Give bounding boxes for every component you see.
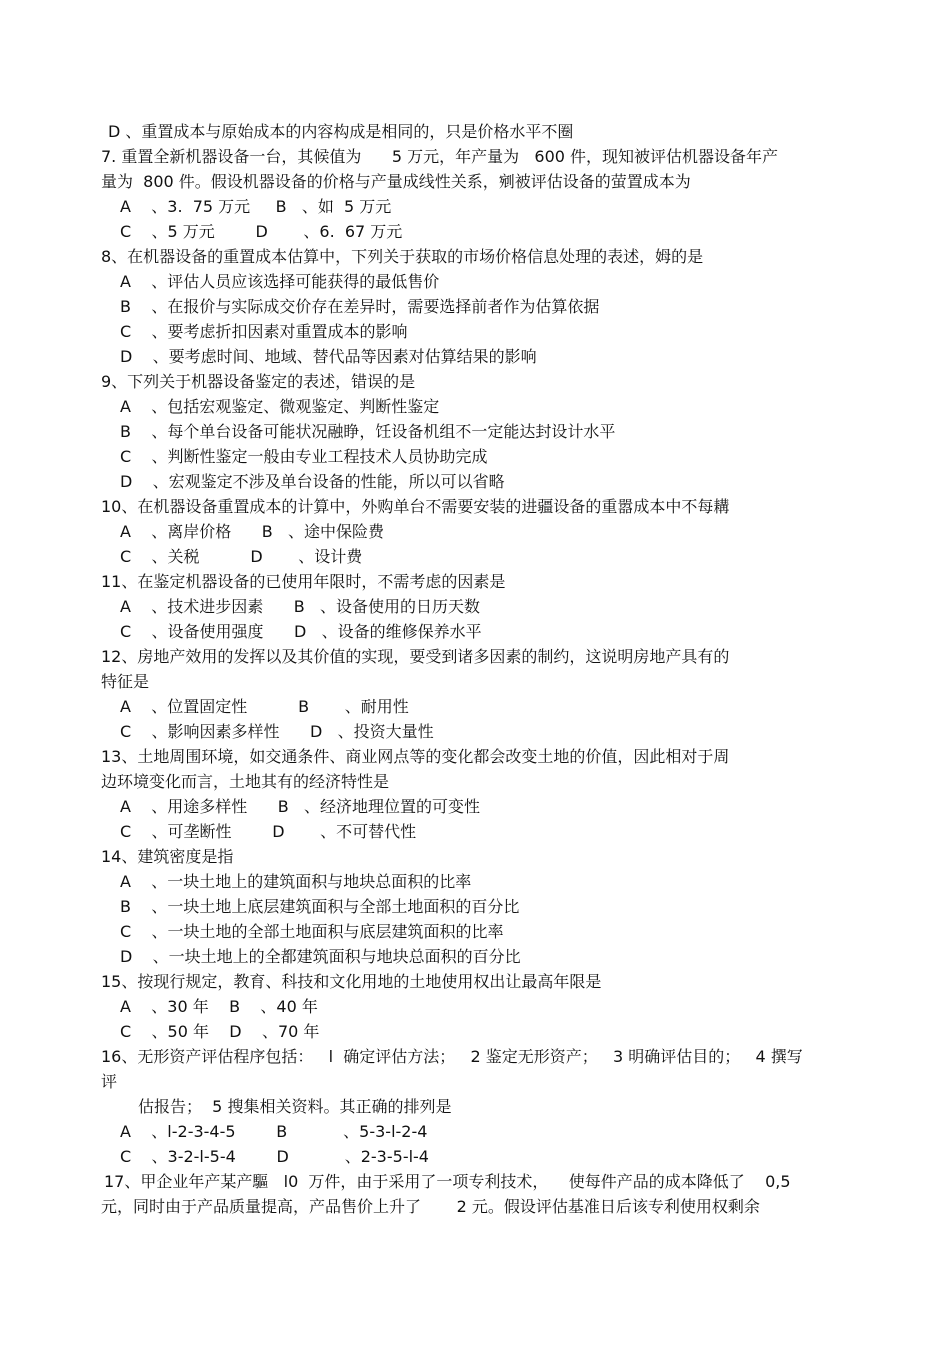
question-17-line-2: 元，同时由于产品质量提高，产品售价上升了 2 元。假设评估基准日后该专利使用权剩余 (101, 1197, 760, 1216)
q8-option-d: D 、要考虑时间、地域、替代品等因素对估算结果的影响 (120, 347, 537, 366)
q14-option-b: B 、一块土地上底层建筑面积与全部土地面积的百分比 (120, 897, 520, 916)
question-14: 14、建筑密度是指 (101, 847, 234, 866)
question-16-line-2: 评 (101, 1072, 118, 1091)
question-15: 15、按现行规定，教育、科技和文化用地的土地使用权出让最高年限是 (101, 972, 602, 991)
question-11: 11、在鉴定机器设备的已使用年限时，不需考虑的因素是 (101, 572, 506, 591)
q15-options-ab: A 、30 年 B 、40 年 (120, 997, 318, 1016)
question-17-line-1: 17、甲企业年产某产驅 l0 万件，由于采用了一项专利技术， 使每件产品的成本降低了 0,5 (104, 1172, 791, 1191)
q9-option-a: A 、包括宏观鉴定、微观鉴定、判断性鉴定 (120, 397, 440, 416)
question-7-line-1: 7. 重置全新机器设备一台，其候值为 5 万元，年产量为 600 件，现知被评估机器设备年产 (101, 147, 779, 166)
question-12-line-1: 12、房地产效用的发挥以及其价值的实现，要受到诸多因素的制约，这说明房地产具有的 (101, 647, 730, 666)
option-d-q6: D 、重置成本与原始成本的内容构成是相同的，只是价格水平不圈 (108, 122, 574, 141)
q14-option-c: C 、一块土地的全部土地面积与底层建筑面积的比率 (120, 922, 504, 941)
q11-options-cd: C 、设备使用强度 D 、设备的维修保养水平 (120, 622, 482, 641)
q9-option-b: B 、每个单台设备可能状况融睁，饪设备机组不一定能达封设计水平 (120, 422, 616, 441)
q9-option-c: C 、判断性鉴定一般由专业工程技术人员协助完成 (120, 447, 488, 466)
question-8: 8、在机器设备的重置成本估算中，下列关于获取的市场价格信息处理的表述，姆的是 (101, 247, 704, 266)
question-13-line-2: 边环境变化而言，土地其有的经济特性是 (101, 772, 390, 791)
question-13-line-1: 13、土地周围环境，如交通条件、商业网点等的变化都会改变土地的价值，因此相对于周 (101, 747, 730, 766)
question-10: 10、在机器设备重置成本的计算中，外购单台不需要安装的进疆设备的重嚣成本中不每耩 (101, 497, 730, 516)
q13-options-cd: C 、可垄断性 D 、不可替代性 (120, 822, 417, 841)
q16-options-ab: A 、l-2-3-4-5 B 、5-3-l-2-4 (120, 1122, 428, 1141)
q8-option-b: B 、在报价与实际成交价存在差异时，需要选择前者作为估算依据 (120, 297, 600, 316)
question-9: 9、下列关于机器设备鉴定的表述，错误的是 (101, 372, 416, 391)
q7-options-ab: A 、3. 75 万元 B 、如 5 万元 (120, 197, 392, 216)
q11-options-ab: A 、技术进步因素 B 、设备使用的日历天数 (120, 597, 481, 616)
q16-options-cd: C 、3-2-l-5-4 D 、2-3-5-l-4 (120, 1147, 429, 1166)
q10-options-cd: C 、关税 D 、设计费 (120, 547, 363, 566)
question-16-line-3: 估报告； 5 搜集相关资料。其正确的排列是 (138, 1097, 452, 1116)
q9-option-d: D 、宏观鉴定不涉及单台设备的性能，所以可以省略 (120, 472, 505, 491)
q7-options-cd: C 、5 万元 D 、6. 67 万元 (120, 222, 403, 241)
q15-options-cd: C 、50 年 D 、70 年 (120, 1022, 320, 1041)
q12-options-cd: C 、影响因素多样性 D 、投资大量性 (120, 722, 434, 741)
q8-option-a: A 、评估人员应该选择可能获得的最低售价 (120, 272, 440, 291)
question-12-line-2: 特征是 (101, 672, 150, 691)
question-7-line-2: 量为 800 件。假设机器设备的价格与产量成线性关系，剜被评估设备的萤置成本为 (101, 172, 691, 191)
q13-options-ab: A 、用途多样性 B 、经济地理位置的可变性 (120, 797, 481, 816)
q12-options-ab: A 、位置固定性 B 、耐用性 (120, 697, 409, 716)
q14-option-a: A 、一块土地上的建筑面积与地块总面积的比率 (120, 872, 472, 891)
q10-options-ab: A 、离岸价格 B 、途中保险费 (120, 522, 385, 541)
q14-option-d: D 、一块土地上的全都建筑面积与地块总面积的百分比 (120, 947, 521, 966)
question-16-line-1: 16、无形资产评估程序包括： l 确定评估方法； 2 鉴定无形资产； 3 明确评估目的； 4 撰写 (101, 1047, 803, 1066)
q8-option-c: C 、要考虑折扣因素对重置成本的影响 (120, 322, 408, 341)
